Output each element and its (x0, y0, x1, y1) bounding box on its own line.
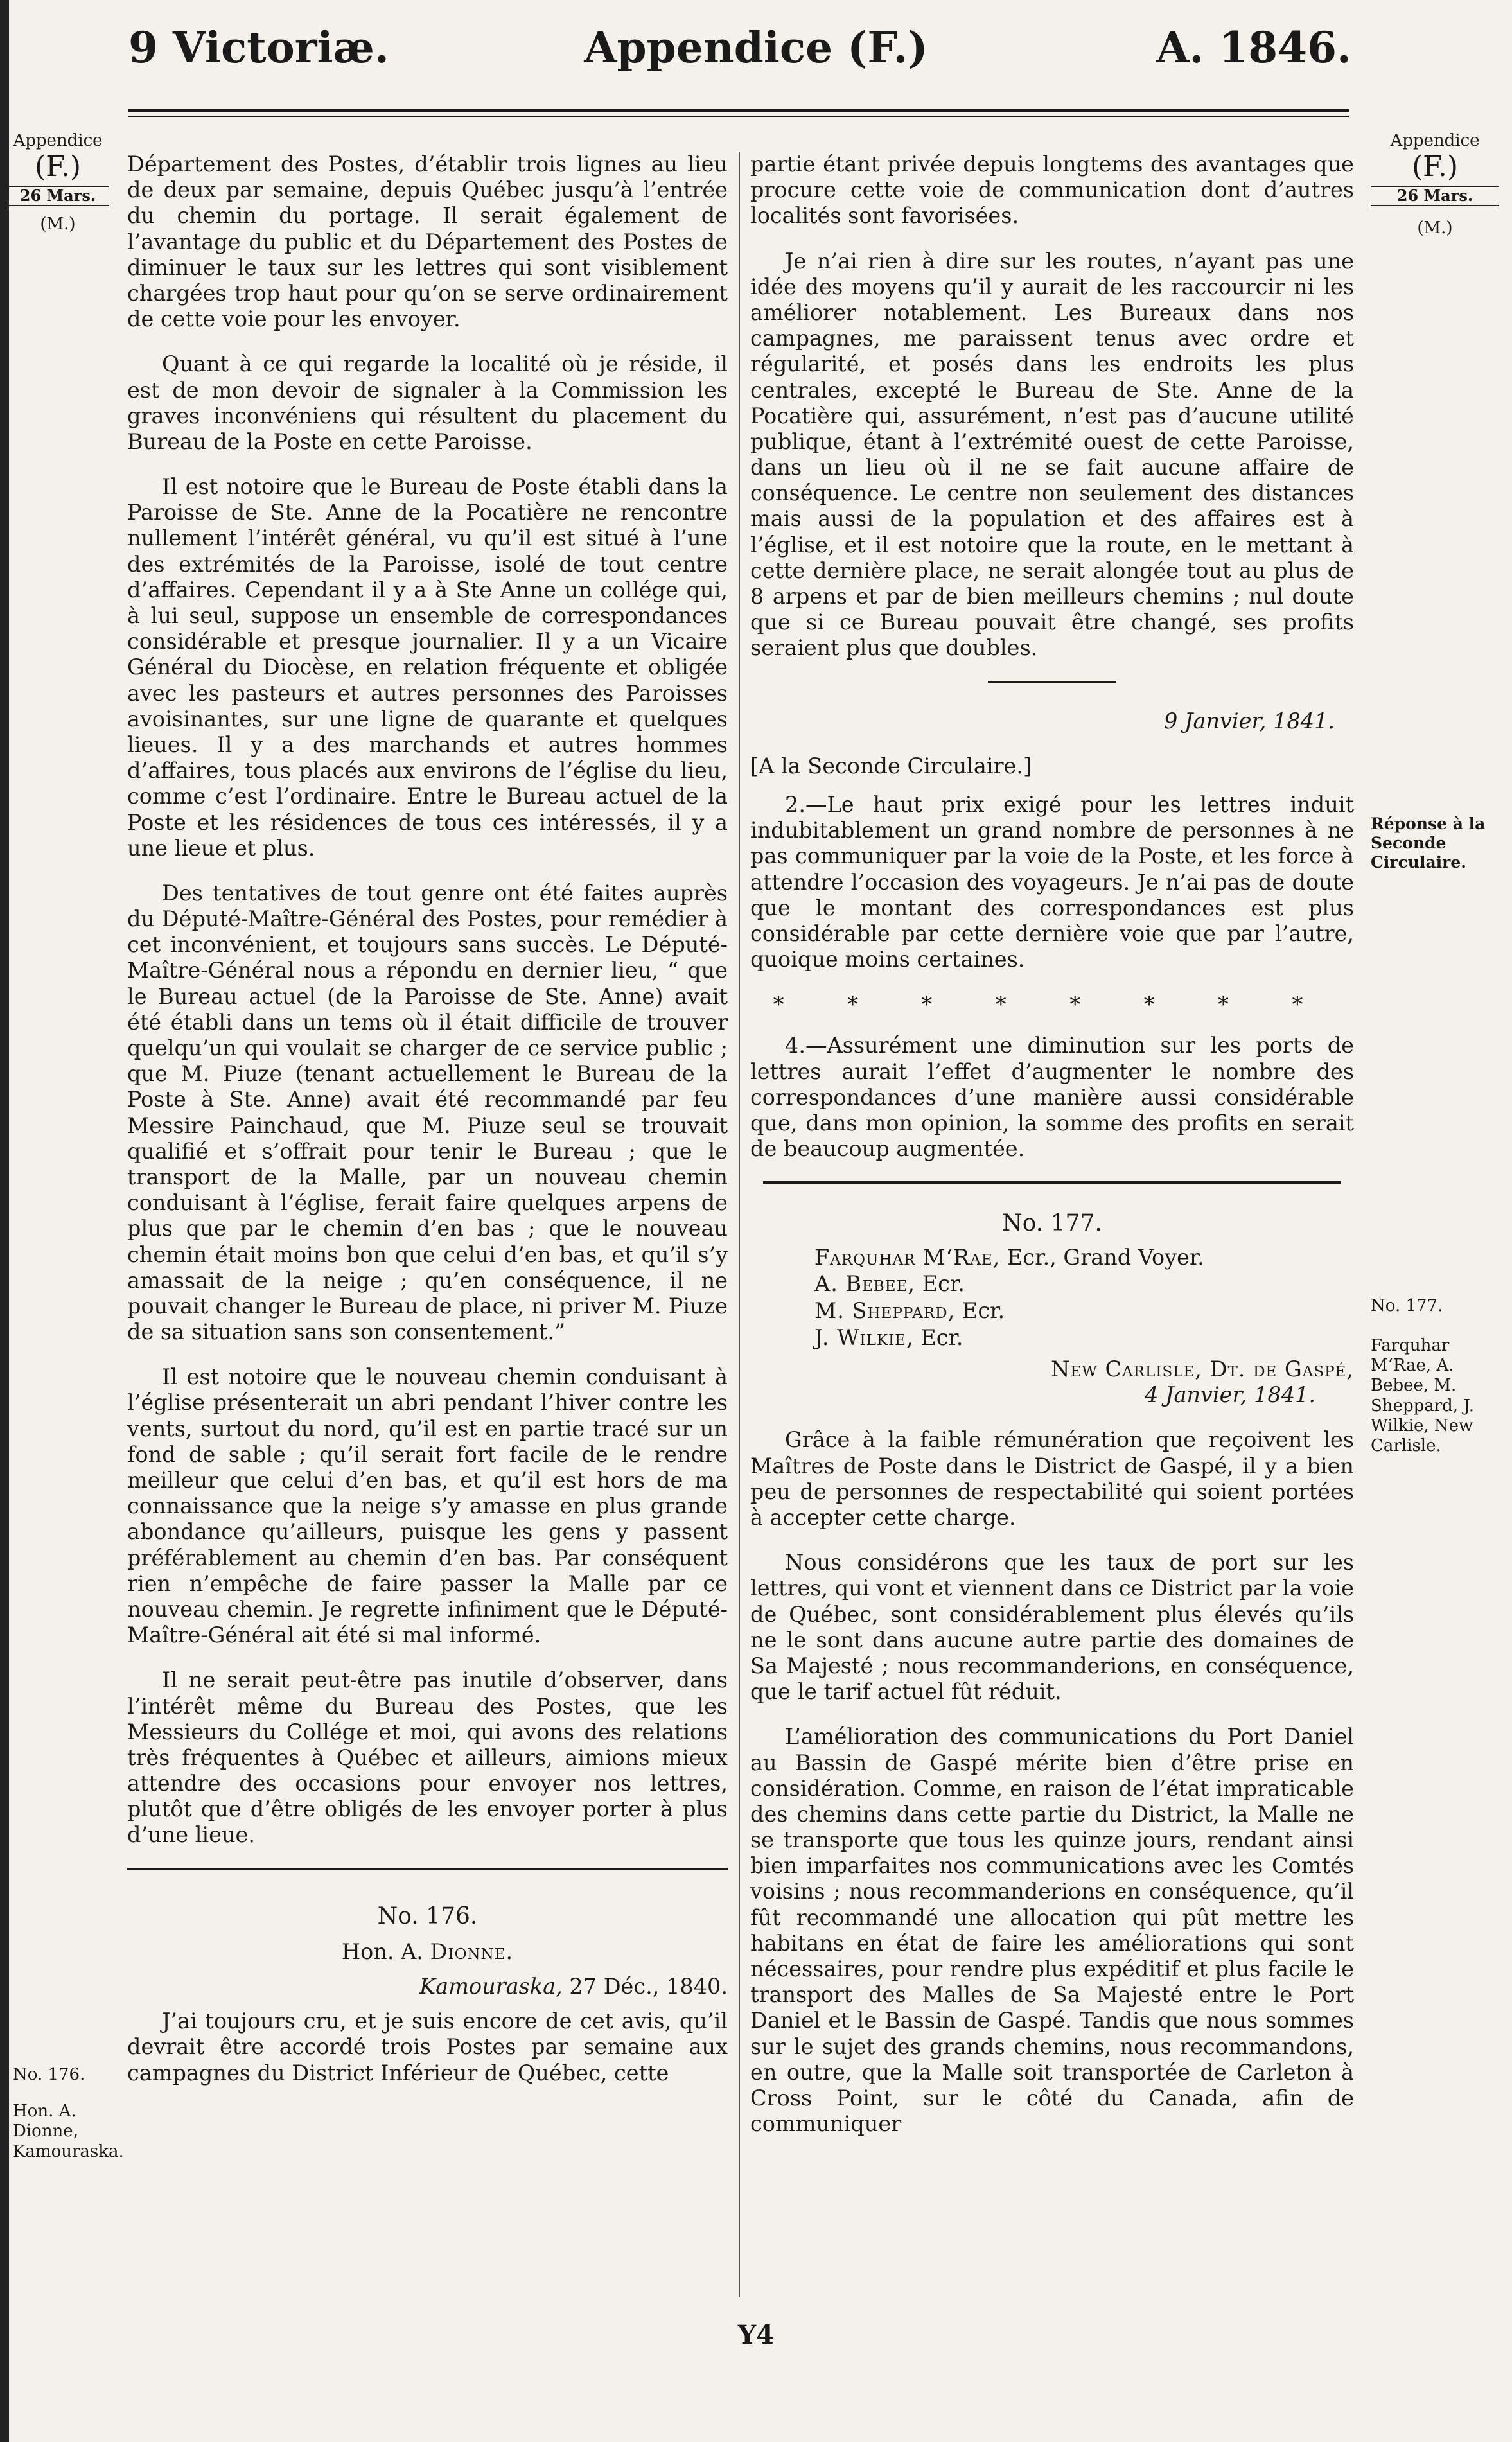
left-paragraph: Quant à ce qui regarde la localité où je réside, il est de mon devoir de signaler à la Commission les graves inconvéniens qui résultent du placement du Bureau de la Poste en cette Paroisse. (127, 351, 728, 454)
margin-note-176-text: Hon. A. Dionne, Kamouraska. (13, 2102, 124, 2161)
margin-note-176 (13, 2065, 124, 2162)
letter-176-name-main: Dionne. (430, 1938, 514, 1964)
left-paragraph: Département des Postes, d’établir trois lignes au lieu de deux par semaine, depuis Québec jusqu’à l’entrée du chemin du portage. Il serait également de l’avantage du public et du Département des Postes de diminuer le taux sur les lettres qui sont visiblement chargées trop haut pour qu’on se serve ordinairement de cette voie pour les envoyer. (127, 152, 728, 332)
margin-note-176-number: No. 176. (13, 2065, 85, 2084)
addressee-title: Ecr. (922, 1271, 965, 1297)
left-paragraph: Il ne serait peut-être pas inutile d’observer, dans l’intérêt même du Bureau des Postes, que les Messieurs du Collége et moi, qui avons des relations très fréquentes à Québec et ailleurs, aimions mieux attendre des occasions pour envoyer nos lettres, plutôt que d’être obligés de les envoyer porter à plus d’une lieue. (127, 1667, 728, 1848)
binding-edge (0, 0, 9, 2442)
section-rule (127, 1868, 728, 1870)
right-column (750, 152, 1354, 2156)
addressee (814, 1244, 1354, 1271)
letter-176-text: J’ai toujours cru, et je suis encore de cet avis, qu’il devrait être accordé trois Postes par semaine aux campagnes du District Inférieur de Québec, cette (127, 2008, 728, 2086)
addressee (814, 1270, 1354, 1297)
ellipsis-stars: * * * * * * * * (773, 992, 1332, 1017)
margin-right-code: (M.) (1417, 218, 1453, 238)
header-center: Appendice (F.) (584, 22, 928, 73)
margin-left-date: 26 Mars. (6, 186, 109, 206)
short-rule (988, 681, 1116, 683)
letter-176-dateline (127, 1974, 728, 1999)
addressee-title: Ecr., Grand Voyer. (1007, 1244, 1204, 1270)
letter-177-addressees (814, 1244, 1354, 1352)
letter-177-date: 4 Janvier, 1841. (1145, 1382, 1315, 1408)
letter-176-number: No. 176. (377, 1902, 478, 1929)
column-divider (739, 152, 740, 2297)
left-paragraph: Il est notoire que le nouveau chemin conduisant à l’église présenterait un abri pendant l’hiver contre les vents, surtout du nord, qu’il est en partie tracé sur un fond de sable ; qu’il serait fort facile de le rendre meilleur que celui d’en bas, et qu’il est hors de ma connaissance que la neige s’y amasse en plus grande abondance qu’ailleurs, puisque les gens y passent préférablement au chemin d’en bas. Par conséquent rien n’empêche de faire passer la Malle par ce nouveau chemin. Je regrette infiniment que le Député-Maître-Général ait été si mal informé. (127, 1364, 728, 1648)
margin-right-date: 26 Mars. (1371, 186, 1499, 206)
addressee-title: Ecr. (962, 1298, 1005, 1324)
letter-176-date: 27 Déc., 1840. (569, 1974, 728, 1999)
left-paragraph: Il est notoire que le Bureau de Poste établi dans la Paroisse de Ste. Anne de la Pocatière ne rencontre nullement l’intérêt général, vu qu’il est situé à l’une des extrémités de la Paroisse, isolé de tout centre d’affaires. Cependant il y a à Ste Anne un collége qui, à lui seul, suppose un ensemble de correspondances considérable et presque journalier. Il y a un Vicaire Général du Diocèse, en relation fréquente et obligée avec les pasteurs et autres personnes des Paroisses avoisinantes, sur une ligne de quarante et quelques lieues. Il y a des marchands et autres hommes d’affaires, tous placés aux environs de l’église du lieu, comme c’est l’ordinaire. Entre le Bureau actuel de la Poste et les résidences de tous ces intéressés, il y a une lieue et plus. (127, 474, 728, 861)
margin-note-177-names: Farquhar M‘Rae, A. Bebee, M. Sheppard, J. Wilkie, New Carlisle. (1371, 1336, 1475, 1455)
header-left: 9 Victoriæ. (128, 22, 389, 73)
second-letter-date: 9 Janvier, 1841. (1164, 708, 1335, 733)
left-column (127, 152, 728, 2105)
margin-right-marker (1358, 132, 1512, 238)
addressee-name: M. Sheppard, (814, 1298, 956, 1324)
answer-2: 2.—Le haut prix exigé pour les lettres induit indubitablement un grand nombre de personnes à ne pas communiquer par la voie de la Poste, et les force à attendre l’occasion des voyageurs. Je n’ai pas de doute que le montant des correspondances est plus considérable par cette dernière voie que par l’autre, quoique moins certaines. (750, 791, 1354, 972)
addressee-title: Ecr. (920, 1325, 963, 1351)
letter-176-name-prefix: Hon. A. (341, 1938, 423, 1964)
second-circular-heading: [A la Seconde Circulaire.] (750, 753, 1032, 778)
margin-left-label: Appendice (13, 131, 103, 150)
addressee (814, 1297, 1354, 1324)
addressee-name: Farquhar M‘Rae, (814, 1244, 1001, 1270)
addressee-name: J. Wilkie, (814, 1325, 914, 1351)
margin-note-reponse: Réponse à la Seconde Circulaire. (1371, 814, 1486, 872)
margin-left-marker (0, 132, 116, 234)
letter-176-name (127, 1939, 728, 1965)
letter-177-paragraph: Grâce à la faible rémunération que reçoivent les Maîtres de Poste dans le District de Gaspé, il y a bien peu de personnes de respectabilité qui soient portées à accepter cette charge. (750, 1427, 1354, 1530)
right-paragraph-continuation: partie étant privée depuis longtems des avantages que procure cette voie de communication dont d’autres localités sont favorisées. (750, 152, 1354, 229)
addressee (814, 1324, 1354, 1351)
header-rule (128, 109, 1349, 112)
header-right: A. 1846. (1156, 22, 1351, 73)
letter-177-place: New Carlisle, Dt. de Gaspé, (1051, 1357, 1354, 1382)
section-rule (763, 1181, 1341, 1184)
page-folio: Y4 (737, 2320, 775, 2350)
margin-note-177-number: No. 177. (1371, 1296, 1443, 1315)
letter-177-paragraph: Nous considérons que les taux de port sur les lettres, qui vont et viennent dans ce District par la voie de Québec, sont considérablement plus élevés qu’ils ne le sont dans aucune autre partie des domaines de Sa Majesté ; nous recommanderions, en conséquence, que le tarif actuel fût réduit. (750, 1550, 1354, 1705)
right-paragraph-roads: Je n’ai rien à dire sur les routes, n’ayant pas une idée des moyens qu’il y aurait de les raccourcir ni les améliorer notablement. Les Bureaux dans nos campagnes, me paraissent tenus avec ordre et régularité, et posés dans les endroits les plus centrales, excepté le Bureau de Ste. Anne de la Pocatière qui, assurément, n’est pas d’aucune utilité publique, étant à l’extrémité ouest de cette Paroisse, dans un lieu où il ne se fait aucune affaire de conséquence. Le centre non seulement des distances mais aussi de la population et des affaires est à l’église, et il est notoire que la route, en le mettant à cette dernière place, ne serait alongée tout au plus de 8 arpens et par de bien meilleurs chemins ; nul doute que si ce Bureau pouvait être changé, ses profits seraient plus que doubles. (750, 248, 1354, 661)
letter-177-number: No. 177. (1002, 1210, 1102, 1237)
margin-left-letter: (F.) (35, 150, 81, 183)
margin-right-letter: (F.) (1412, 150, 1458, 183)
letter-177-paragraph: L’amélioration des communications du Port Daniel au Bassin de Gaspé mérite bien d’être prise en considération. Comme, en raison de l’état impraticable des chemins dans cette partie du District, la Malle ne se transporte que tous les quinze jours, rendant ainsi bien imparfaites nos communications avec les Comtés voisins ; nous recommanderions en conséquence, qu’il fût recommandé une allocation qui pût mettre les habitans en état de faire les améliorations qui sont nécessaires, pour rendre plus expéditif et plus facile le transport des Malles de Sa Majesté entre le Port Daniel et le Bassin de Gaspé. Tandis que nous sommes sur le sujet des grands chemins, nous recommandons, en outre, que la Malle soit transportée de Carleton à Cross Point, sur le côté du Canada, afin de communiquer (750, 1724, 1354, 2137)
margin-left-code: (M.) (40, 215, 76, 234)
margin-right-label: Appendice (1390, 131, 1480, 150)
answer-4: 4.—Assurément une diminution sur les ports de lettres aurait l’effet d’augmenter le nombre des correspondances d’une manière aussi considérable que, dans mon opinion, la somme des profits en serait de beaucoup augmentée. (750, 1033, 1354, 1162)
header-rule-thin (128, 116, 1349, 117)
addressee-name: A. Bebee, (814, 1271, 916, 1297)
left-paragraph: Des tentatives de tout genre ont été faites auprès du Député-Maître-Général des Postes, pour remédier à cet inconvénient, et toujours sans succès. Le Député-Maître-Général nous a répondu en dernier lieu, “ que le Bureau actuel (de la Paroisse de Ste. Anne) avait été établi dans un tems où il était difficile de trouver quelqu’un qui voulait se charger de ce service public ; que M. Piuze (tenant actuellement le Bureau de la Poste à Ste. Anne) avait été recommandé par feu Messire Painchaud, que M. Piuze seul se trouvait qualifié et s’offrait pour tenir le Bureau ; que le transport de la Malle, par un nouveau chemin conduisant à l’église, ferait faire quelques arpens de plus que par le chemin d’en bas ; que le nouveau chemin était moins bon que celui d’en bas, et qu’il s’y amassait de la neige ; qu’en conséquence, il ne pouvait changer le Bureau de place, ni priver M. Piuze de sa situation sans son consentement.” (127, 880, 728, 1345)
letter-176-place: Kamouraska, (419, 1974, 563, 1999)
